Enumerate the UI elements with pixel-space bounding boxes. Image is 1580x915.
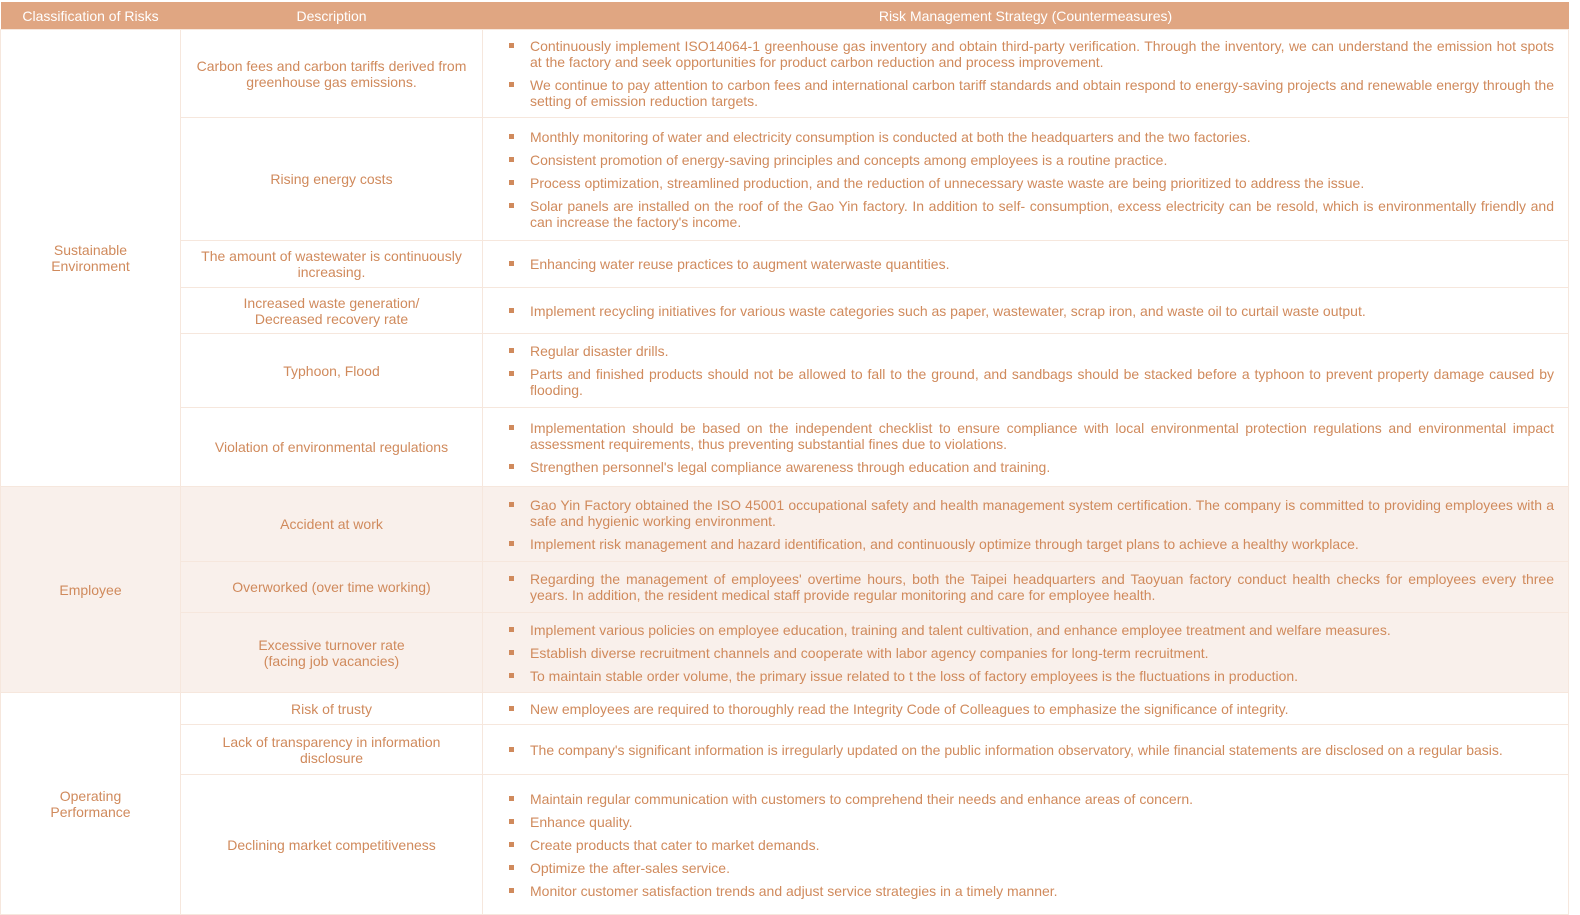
risk-strategy [483,241,1569,288]
risk-description-label: Typhoon, Flood [283,362,380,379]
table-row [1,118,1569,241]
square-bullet-icon [509,348,514,353]
strategy-text: Enhancing water reuse practices to augment waterwaste quantities. [530,256,950,272]
square-bullet-icon [509,261,514,266]
strategy-list [509,742,1554,758]
strategy-item [509,536,1554,552]
strategy-text: Monitor customer satisfaction trends and adjust service strategies in a timely manner. [530,882,1058,899]
risk-management-table [0,2,1569,915]
strategy-text: Gao Yin Factory obtained the ISO 45001 occupational safety and health management system certification. The company is committed to providing employees with a safe and hygienic working environment. [530,496,1554,529]
strategy-text: Implement various policies on employee education, training and talent cultivation, and enhance employee treatment and welfare measures. [530,621,1391,638]
strategy-item [509,497,1554,529]
strategy-item [509,303,1554,319]
square-bullet-icon [509,576,514,581]
strategy-item [509,366,1554,398]
table-body [1,30,1569,915]
strategy-text: Enhance quality. [530,813,633,830]
strategy-text: Consistent promotion of energy-saving principles and concepts among employees is a routine practice. [530,151,1168,168]
risk-category [1,693,181,915]
square-bullet-icon [509,819,514,824]
strategy-text: Process optimization, streamlined production, and the reduction of unnecessary waste waste are being prioritized to address the issue. [530,174,1365,191]
square-bullet-icon [509,673,514,678]
strategy-item [509,152,1554,168]
strategy-item [509,645,1554,661]
risk-description [181,288,483,334]
strategy-item [509,742,1554,758]
square-bullet-icon [509,541,514,546]
strategy-text: Maintain regular communication with customers to comprehend their needs and enhance areas of concern. [530,790,1194,807]
strategy-list [509,571,1554,603]
table-row [1,408,1569,487]
square-bullet-icon [509,627,514,632]
strategy-text: Implementation should be based on the independent checklist to ensure compliance with local environmental protection regulations and environmental impact assessment requirements, thus preventing substantial fines due to violations. [530,419,1554,452]
strategy-item [509,814,1554,830]
strategy-text: Monthly monitoring of water and electricity consumption is conducted at both the headquarters and the two factories. [530,128,1251,145]
risk-description-label: Accident at work [280,516,383,532]
square-bullet-icon [509,134,514,139]
strategy-text: Optimize the after-sales service. [530,859,730,876]
risk-strategy [483,30,1569,118]
risk-description [181,693,483,725]
risk-strategy [483,775,1569,915]
risk-strategy [483,487,1569,562]
strategy-list [509,420,1554,475]
strategy-item [509,668,1554,684]
table-row [1,775,1569,915]
strategy-item [509,198,1554,230]
square-bullet-icon [509,203,514,208]
square-bullet-icon [509,157,514,162]
square-bullet-icon [509,706,514,711]
square-bullet-icon [509,502,514,507]
risk-strategy [483,288,1569,334]
square-bullet-icon [509,43,514,48]
risk-description [181,241,483,288]
strategy-item [509,837,1554,853]
table-row [1,487,1569,562]
strategy-list [509,622,1554,684]
strategy-text: We continue to pay attention to carbon fees and international carbon tariff standards and obtain respond to energy-saving projects and renewable energy through the setting of emission reduction targets. [530,77,1554,109]
square-bullet-icon [509,888,514,893]
risk-description [181,408,483,487]
strategy-item [509,622,1554,638]
strategy-item [509,77,1554,109]
square-bullet-icon [509,796,514,801]
strategy-item [509,175,1554,191]
risk-strategy [483,613,1569,693]
square-bullet-icon [509,371,514,376]
risk-strategy [483,334,1569,408]
strategy-text: Continuously implement ISO14064-1 greenhouse gas inventory and obtain third-party verification. Through the inventory, we can understand the emission hot spots at the factory and seek opportunities for product carbon reduction and process improvement. [530,38,1554,70]
risk-category [1,30,181,487]
risk-description [181,487,483,562]
strategy-item [509,343,1554,359]
risk-description-label: Increased waste generation/ Decreased recovery rate [243,294,420,327]
risk-description [181,613,483,693]
strategy-list [509,343,1554,398]
risk-strategy [483,725,1569,775]
risk-strategy [483,693,1569,725]
risk-description [181,562,483,613]
header-strategy: Risk Management Strategy (Countermeasures) [483,2,1569,30]
risk-strategy [483,118,1569,241]
strategy-text: Implement risk management and hazard identification, and continuously optimize through target plans to achieve a healthy workplace. [530,535,1359,552]
risk-description-label: Declining market competitiveness [227,836,436,853]
strategy-text: Implement recycling initiatives for various waste categories such as paper, wastewater, scrap iron, and waste oil to curtail waste output. [530,302,1366,319]
table-row [1,613,1569,693]
risk-category-label: Sustainable Environment [51,242,130,274]
square-bullet-icon [509,865,514,870]
strategy-item [509,791,1554,807]
square-bullet-icon [509,650,514,655]
strategy-item [509,860,1554,876]
strategy-list [509,256,1554,272]
strategy-text: Regarding the management of employees' overtime hours, both the Taipei headquarters and Taoyuan factory conduct health checks for employees every three years. In addition, the resident medical staff provide regular monitoring and care for employee health. [530,571,1554,603]
strategy-text: The company's significant information is irregularly updated on the public information observatory, while financial statements are disclosed on a regular basis. [530,741,1503,758]
table-row [1,288,1569,334]
table-row [1,334,1569,408]
strategy-list [509,129,1554,230]
table-row [1,241,1569,288]
strategy-item [509,883,1554,899]
strategy-item [509,38,1554,70]
table-row [1,562,1569,613]
risk-description-label: The amount of wastewater is continuously increasing. [201,248,462,280]
strategy-text: Strengthen personnel's legal compliance awareness through education and training. [530,458,1051,475]
risk-category-label: Operating Performance [50,787,131,820]
risk-description-label: Carbon fees and carbon tariffs derived from greenhouse gas emissions. [196,57,467,90]
strategy-item [509,420,1554,452]
table-header-row [1,2,1569,30]
strategy-text: Parts and finished products should not be allowed to fall to the ground, and sandbags should be stacked before a typhoon to prevent property damage caused by flooding. [530,366,1554,398]
square-bullet-icon [509,747,514,752]
strategy-list [509,497,1554,552]
square-bullet-icon [509,842,514,847]
risk-description [181,725,483,775]
header-description: Description [181,2,483,30]
risk-description [181,118,483,241]
strategy-list [509,701,1554,717]
strategy-text: To maintain stable order volume, the primary issue related to t the loss of factory employees is the fluctuations in production. [530,667,1299,684]
risk-description-label: Overworked (over time working) [232,579,431,595]
risk-strategy [483,408,1569,487]
strategy-text: Establish diverse recruitment channels and cooperate with labor agency companies for long-term recruitment. [530,644,1209,661]
risk-description-label: Rising energy costs [270,171,393,187]
square-bullet-icon [509,180,514,185]
strategy-item [509,256,1554,272]
table-row [1,725,1569,775]
strategy-item [509,459,1554,475]
square-bullet-icon [509,425,514,430]
strategy-text: New employees are required to thoroughly read the Integrity Code of Colleagues to emphasize the significance of integrity. [530,700,1289,717]
strategy-list [509,38,1554,109]
strategy-text: Create products that cater to market demands. [530,836,820,853]
square-bullet-icon [509,308,514,313]
strategy-text: Solar panels are installed on the roof of the Gao Yin factory. In addition to self- consumption, excess electricity can be resold, which is environmentally friendly and can increase the factory's income. [530,197,1554,230]
table-row [1,693,1569,725]
strategy-text: Regular disaster drills. [530,343,669,359]
header-classification: Classification of Risks [1,2,181,30]
strategy-item [509,571,1554,603]
risk-description-label: Violation of environmental regulations [214,439,449,455]
table-row [1,30,1569,118]
risk-description [181,30,483,118]
risk-description-label: Excessive turnover rate (facing job vacancies) [258,636,405,669]
risk-description [181,334,483,408]
risk-strategy [483,562,1569,613]
strategy-list [509,303,1554,319]
strategy-item [509,701,1554,717]
risk-description-label: Lack of transparency in information disclosure [222,733,441,766]
risk-category [1,487,181,693]
strategy-list [509,791,1554,899]
risk-category-label: Employee [59,581,122,598]
risk-description [181,775,483,915]
square-bullet-icon [509,464,514,469]
strategy-item [509,129,1554,145]
risk-description-label: Risk of trusty [291,700,372,717]
square-bullet-icon [509,82,514,87]
